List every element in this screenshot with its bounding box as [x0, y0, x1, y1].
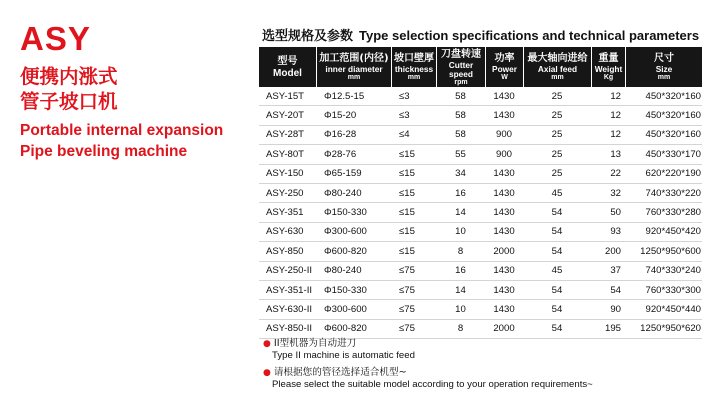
- cell-inner-diameter: Φ65-159: [316, 165, 391, 184]
- cell-weight: 12: [591, 126, 625, 145]
- column-header-inner-diameter: [316, 47, 391, 87]
- product-title-en: [20, 120, 223, 162]
- cell-power: 2000: [485, 320, 523, 339]
- cell-model: ASY-351: [259, 203, 316, 222]
- cell-thickness: ≤3: [391, 87, 436, 106]
- cell-size: 450*330*170: [625, 145, 702, 164]
- note-item: [263, 338, 593, 362]
- cell-axial-feed: 54: [523, 281, 591, 300]
- cell-size: 1250*950*600: [625, 242, 702, 261]
- cell-model: ASY-351-II: [259, 281, 316, 300]
- cell-power: 1430: [485, 300, 523, 319]
- cell-size: 760*330*300: [625, 281, 702, 300]
- table-row: [259, 223, 702, 242]
- column-header-en: Model: [273, 67, 302, 79]
- cell-inner-diameter: Φ16-28: [316, 126, 391, 145]
- cell-cutter-speed: 14: [436, 281, 485, 300]
- cell-thickness: ≤15: [391, 184, 436, 203]
- title-cn-line: 管子坡口机: [20, 90, 118, 113]
- column-header-unit: Kg: [603, 74, 614, 81]
- note-en-text: Type II machine is automatic feed: [272, 350, 415, 361]
- table-row: [259, 165, 702, 184]
- cell-axial-feed: 25: [523, 145, 591, 164]
- cell-inner-diameter: Φ150-330: [316, 203, 391, 222]
- column-header-cn: 型号: [277, 55, 298, 67]
- cell-size: 450*320*160: [625, 87, 702, 106]
- product-title-cn: [20, 64, 118, 114]
- cell-cutter-speed: 10: [436, 223, 485, 242]
- cell-inner-diameter: Φ15-20: [316, 106, 391, 125]
- red-dot-icon: ●: [263, 339, 271, 349]
- cell-model: ASY-250: [259, 184, 316, 203]
- cell-power: 1430: [485, 203, 523, 222]
- cell-power: 1430: [485, 87, 523, 106]
- cell-axial-feed: 54: [523, 320, 591, 339]
- cell-size: 760*330*280: [625, 203, 702, 222]
- cell-inner-diameter: Φ150-330: [316, 281, 391, 300]
- column-header-cn: 最大轴向进给: [527, 53, 588, 64]
- cell-weight: 32: [591, 184, 625, 203]
- cell-weight: 93: [591, 223, 625, 242]
- spec-table-body: [259, 87, 702, 339]
- table-row: [259, 145, 702, 164]
- cell-model: ASY-250-II: [259, 262, 316, 281]
- cell-size: 920*450*420: [625, 223, 702, 242]
- cell-power: 1430: [485, 262, 523, 281]
- table-row: [259, 126, 702, 145]
- cell-inner-diameter: Φ28-76: [316, 145, 391, 164]
- cell-cutter-speed: 8: [436, 320, 485, 339]
- column-header-en: Axial feed: [537, 64, 578, 74]
- note-en-text: Please select the suitable model according to your operation requirements~: [272, 379, 593, 390]
- column-header-en: Weight: [594, 64, 623, 74]
- column-header-model: [259, 47, 316, 87]
- cell-thickness: ≤15: [391, 145, 436, 164]
- column-header-size: [625, 47, 702, 87]
- column-header-cn: 加工范围(内径): [319, 53, 389, 64]
- cell-power: 900: [485, 126, 523, 145]
- table-row: [259, 106, 702, 125]
- column-header-unit: W: [501, 74, 508, 81]
- cell-thickness: ≤15: [391, 203, 436, 222]
- cell-size: 450*320*160: [625, 106, 702, 125]
- cell-power: 1430: [485, 184, 523, 203]
- column-header-cn: 功率: [494, 53, 515, 64]
- cell-thickness: ≤3: [391, 106, 436, 125]
- red-dot-icon: ●: [263, 368, 271, 378]
- cell-thickness: ≤75: [391, 300, 436, 319]
- table-row: [259, 242, 702, 261]
- cell-power: 1430: [485, 106, 523, 125]
- cell-axial-feed: 25: [523, 87, 591, 106]
- cell-axial-feed: 54: [523, 300, 591, 319]
- cell-axial-feed: 54: [523, 242, 591, 261]
- column-header-en: thickness: [394, 64, 434, 74]
- cell-size: 450*320*160: [625, 126, 702, 145]
- cell-inner-diameter: Φ600-820: [316, 320, 391, 339]
- cell-model: ASY-850: [259, 242, 316, 261]
- column-header-weight: [591, 47, 625, 87]
- spec-header-row: [259, 47, 702, 87]
- title-en-line: Pipe beveling machine: [20, 143, 188, 160]
- column-header-en: Power: [492, 64, 517, 74]
- cell-thickness: ≤75: [391, 262, 436, 281]
- cell-model: ASY-850-II: [259, 320, 316, 339]
- column-header-axial-feed: [523, 47, 591, 87]
- cell-weight: 90: [591, 300, 625, 319]
- cell-power: 1430: [485, 165, 523, 184]
- table-row: [259, 87, 702, 106]
- cell-weight: 12: [591, 106, 625, 125]
- column-header-unit: rpm: [454, 78, 468, 86]
- table-row: [259, 184, 702, 203]
- cell-cutter-speed: 8: [436, 242, 485, 261]
- cell-inner-diameter: Φ80-240: [316, 262, 391, 281]
- cell-power: 1430: [485, 223, 523, 242]
- cell-size: 740*330*220: [625, 184, 702, 203]
- column-header-unit: mm: [657, 74, 671, 81]
- cell-cutter-speed: 58: [436, 87, 485, 106]
- cell-thickness: ≤15: [391, 242, 436, 261]
- cell-weight: 37: [591, 262, 625, 281]
- cell-thickness: ≤4: [391, 126, 436, 145]
- cell-axial-feed: 25: [523, 165, 591, 184]
- column-header-en: Cutter speed: [448, 59, 474, 79]
- cell-inner-diameter: Φ600-820: [316, 242, 391, 261]
- note-item: [263, 367, 593, 391]
- product-code: ASY: [20, 20, 91, 57]
- cell-model: ASY-28T: [259, 126, 316, 145]
- cell-size: 740*330*240: [625, 262, 702, 281]
- cell-cutter-speed: 58: [436, 106, 485, 125]
- cell-power: 1430: [485, 281, 523, 300]
- table-row: [259, 281, 702, 300]
- cell-axial-feed: 54: [523, 203, 591, 222]
- cell-model: ASY-150: [259, 165, 316, 184]
- cell-model: ASY-630: [259, 223, 316, 242]
- column-header-en: Size: [655, 64, 673, 74]
- cell-cutter-speed: 10: [436, 300, 485, 319]
- spec-heading-en: Type selection specifications and technical parameters: [359, 28, 700, 43]
- cell-size: 920*450*440: [625, 300, 702, 319]
- cell-weight: 13: [591, 145, 625, 164]
- cell-model: ASY-20T: [259, 106, 316, 125]
- cell-inner-diameter: Φ300-600: [316, 300, 391, 319]
- column-header-cn: 尺寸: [654, 53, 674, 64]
- column-header-power: [485, 47, 523, 87]
- table-row: [259, 203, 702, 222]
- note-cn-text: 请根据您的管径选择适合机型~: [273, 367, 407, 378]
- notes: [263, 338, 593, 396]
- cell-power: 2000: [485, 242, 523, 261]
- cell-weight: 50: [591, 203, 625, 222]
- cell-size: 620*220*190: [625, 165, 702, 184]
- cell-cutter-speed: 55: [436, 145, 485, 164]
- cell-axial-feed: 54: [523, 223, 591, 242]
- cell-inner-diameter: Φ300-600: [316, 223, 391, 242]
- cell-thickness: ≤15: [391, 165, 436, 184]
- cell-cutter-speed: 58: [436, 126, 485, 145]
- column-header-thickness: [391, 47, 436, 87]
- cell-inner-diameter: Φ12.5-15: [316, 87, 391, 106]
- cell-weight: 200: [591, 242, 625, 261]
- spec-table: [259, 47, 702, 339]
- cell-weight: 54: [591, 281, 625, 300]
- cell-axial-feed: 45: [523, 184, 591, 203]
- column-header-cn: 刀盘转速: [441, 48, 481, 60]
- spec-heading-cn: 选型规格及参数: [262, 29, 354, 44]
- column-header-unit: mm: [407, 74, 421, 81]
- cell-weight: 22: [591, 165, 625, 184]
- note-cn-text: II型机器为自动进刀: [273, 338, 357, 349]
- cell-thickness: ≤75: [391, 320, 436, 339]
- title-en-line: Portable internal expansion: [20, 122, 224, 139]
- cell-thickness: ≤75: [391, 281, 436, 300]
- cell-weight: 12: [591, 87, 625, 106]
- cell-power: 900: [485, 145, 523, 164]
- column-header-unit: mm: [347, 74, 361, 81]
- cell-weight: 195: [591, 320, 625, 339]
- cell-model: ASY-630-II: [259, 300, 316, 319]
- column-header-cn: 重量: [598, 53, 619, 64]
- column-header-cutter-speed: [436, 47, 485, 87]
- title-cn-line: 便携内涨式: [20, 65, 118, 88]
- cell-size: 1250*950*620: [625, 320, 702, 339]
- cell-thickness: ≤15: [391, 223, 436, 242]
- cell-cutter-speed: 34: [436, 165, 485, 184]
- cell-axial-feed: 45: [523, 262, 591, 281]
- column-header-cn: 坡口壁厚: [394, 53, 434, 64]
- cell-inner-diameter: Φ80-240: [316, 184, 391, 203]
- cell-model: ASY-15T: [259, 87, 316, 106]
- spec-table-heading: [262, 25, 699, 44]
- cell-axial-feed: 25: [523, 126, 591, 145]
- column-header-unit: mm: [551, 74, 564, 81]
- cell-cutter-speed: 16: [436, 184, 485, 203]
- cell-model: ASY-80T: [259, 145, 316, 164]
- column-header-en: inner diameter: [325, 64, 383, 74]
- cell-cutter-speed: 16: [436, 262, 485, 281]
- cell-cutter-speed: 14: [436, 203, 485, 222]
- table-row: [259, 320, 702, 339]
- table-row: [259, 262, 702, 281]
- cell-axial-feed: 25: [523, 106, 591, 125]
- table-row: [259, 300, 702, 319]
